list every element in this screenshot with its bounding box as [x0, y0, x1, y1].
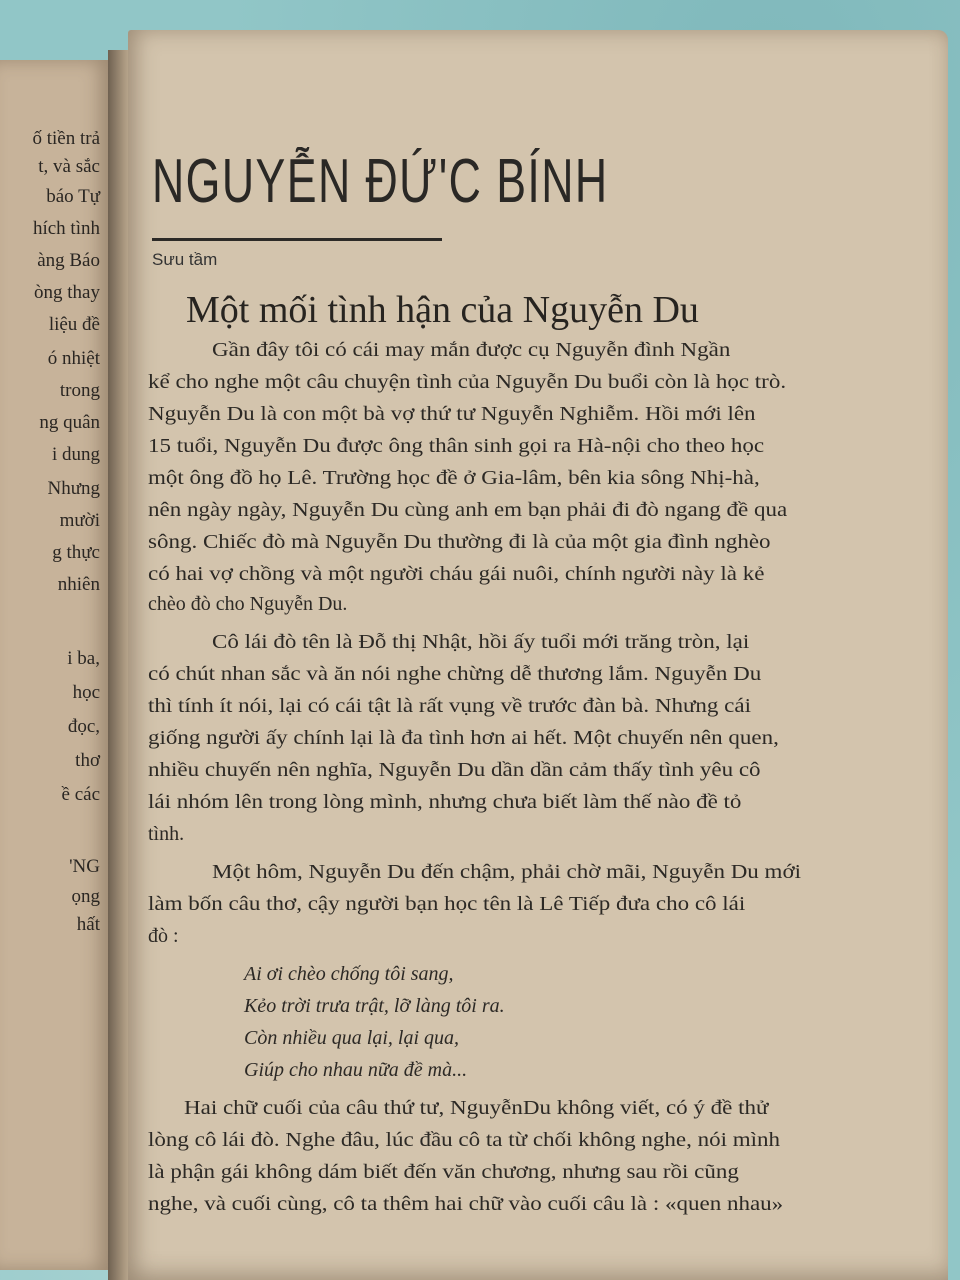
body-line: sông. Chiếc đò mà Nguyễn Du thường đi là của một gia đình nghèo [148, 531, 771, 553]
left-page-line: 'NG [69, 856, 100, 877]
body-line: nên ngày ngày, Nguyễn Du cùng anh em bạn phải đi đò ngang đề qua [148, 499, 788, 521]
left-page-line: ề các [61, 784, 100, 805]
left-page-line: i ba, [67, 648, 100, 669]
body-line: lái nhóm lên trong lòng mình, nhưng chưa biết làm thế nào đề tỏ [148, 791, 742, 813]
body-line: Gần đây tôi có cái may mắn được cụ Nguyễn đình Ngần [212, 339, 731, 361]
body-line: làm bốn câu thơ, cậy người bạn học tên là Lê Tiếp đưa cho cô lái [148, 893, 746, 915]
left-page-line: nhiên [57, 574, 100, 595]
body-line: thì tính ít nói, lại có cái tật là rất vụng về trước đàn bà. Nhưng cái [148, 695, 751, 717]
left-page-line: ọng [71, 886, 100, 907]
left-page-line: học [72, 682, 100, 703]
body-line: lòng cô lái đò. Nghe đâu, lúc đầu cô ta từ chối không nghe, nói mình [148, 1129, 781, 1151]
body-line: có hai vợ chồng và một người cháu gái nuôi, chính người này là kẻ [148, 563, 765, 585]
left-page-line: Nhưng [47, 478, 100, 499]
left-page-line: g thực [52, 542, 100, 563]
body-line: tình. [148, 823, 185, 845]
left-page-line: t, và sắc [38, 156, 100, 177]
author-heading [152, 146, 609, 241]
left-page-line: đọc, [67, 716, 100, 737]
credit-label: Sưu tầm [152, 250, 218, 269]
article-title: Một mối tình hận của Nguyễn Du [186, 289, 699, 331]
body-line: nghe, và cuối cùng, cô ta thêm hai chữ vào cuối câu là : «quen nhau» [148, 1193, 784, 1215]
body-line: Hai chữ cuối của câu thứ tư, NguyễnDu không viết, có ý đề thử [184, 1097, 769, 1119]
body-line: giống người ấy chính lại là đa tình hơn ai hết. Một chuyến nên quen, [148, 727, 779, 749]
left-page-line: ng quân [39, 412, 100, 433]
left-page-line: trong [59, 380, 100, 401]
body-line: nhiều chuyến nên nghĩa, Nguyễn Du dần dần cảm thấy tình yêu cô [148, 759, 761, 781]
left-page-line: hất [76, 914, 100, 935]
left-page-line: mười [59, 510, 100, 531]
poem-line: Giúp cho nhau nữa đề mà... [244, 1059, 468, 1081]
body-line: chèo đò cho Nguyễn Du. [148, 593, 348, 615]
left-page-line: ố tiền trả [32, 128, 100, 149]
author-name: NGUYỄN ĐỨ'C BÍNH [152, 147, 609, 216]
left-page-line: ó nhiệt [47, 348, 100, 369]
poem-line: Kẻo trời trưa trật, lỡ làng tôi ra. [244, 995, 505, 1017]
body-line: Một hôm, Nguyễn Du đến chậm, phải chờ mãi, Nguyễn Du mới [212, 861, 802, 883]
body-line: là phận gái không dám biết đến văn chương, nhưng sau rồi cũng [148, 1161, 739, 1183]
body-line: kể cho nghe một câu chuyện tình của Nguyễn Du buổi còn là học trò. [148, 371, 787, 393]
left-page [0, 60, 115, 1270]
left-page-line: i dung [51, 444, 100, 465]
left-page-line: àng Báo [37, 250, 100, 271]
poem-line: Còn nhiều qua lại, lại qua, [244, 1027, 459, 1049]
left-page-line: hích tình [32, 218, 100, 239]
body-line: Cô lái đò tên là Đỗ thị Nhật, hồi ấy tuổi mới trăng tròn, lại [212, 631, 750, 653]
body-line: một ông đồ họ Lê. Trường học đề ở Gia-lâm, bên kia sông Nhị-hà, [148, 467, 760, 489]
left-page-line: báo Tự [46, 186, 100, 207]
body-line: 15 tuổi, Nguyễn Du được ông thân sinh gọi ra Hà-nội cho theo học [148, 435, 765, 457]
body-line: đò : [148, 925, 179, 947]
left-page-line: liệu đề [48, 314, 100, 335]
body-line: Nguyễn Du là con một bà vợ thứ tư Nguyễn Nghiễm. Hồi mới lên [148, 403, 756, 425]
body-line: có chút nhan sắc và ăn nói nghe chừng dễ thương lắm. Nguyễn Du [148, 663, 762, 685]
left-page-line: òng thay [34, 282, 100, 303]
left-page-line: thơ [75, 750, 100, 771]
poem-line: Ai ơi chèo chống tôi sang, [244, 963, 454, 985]
